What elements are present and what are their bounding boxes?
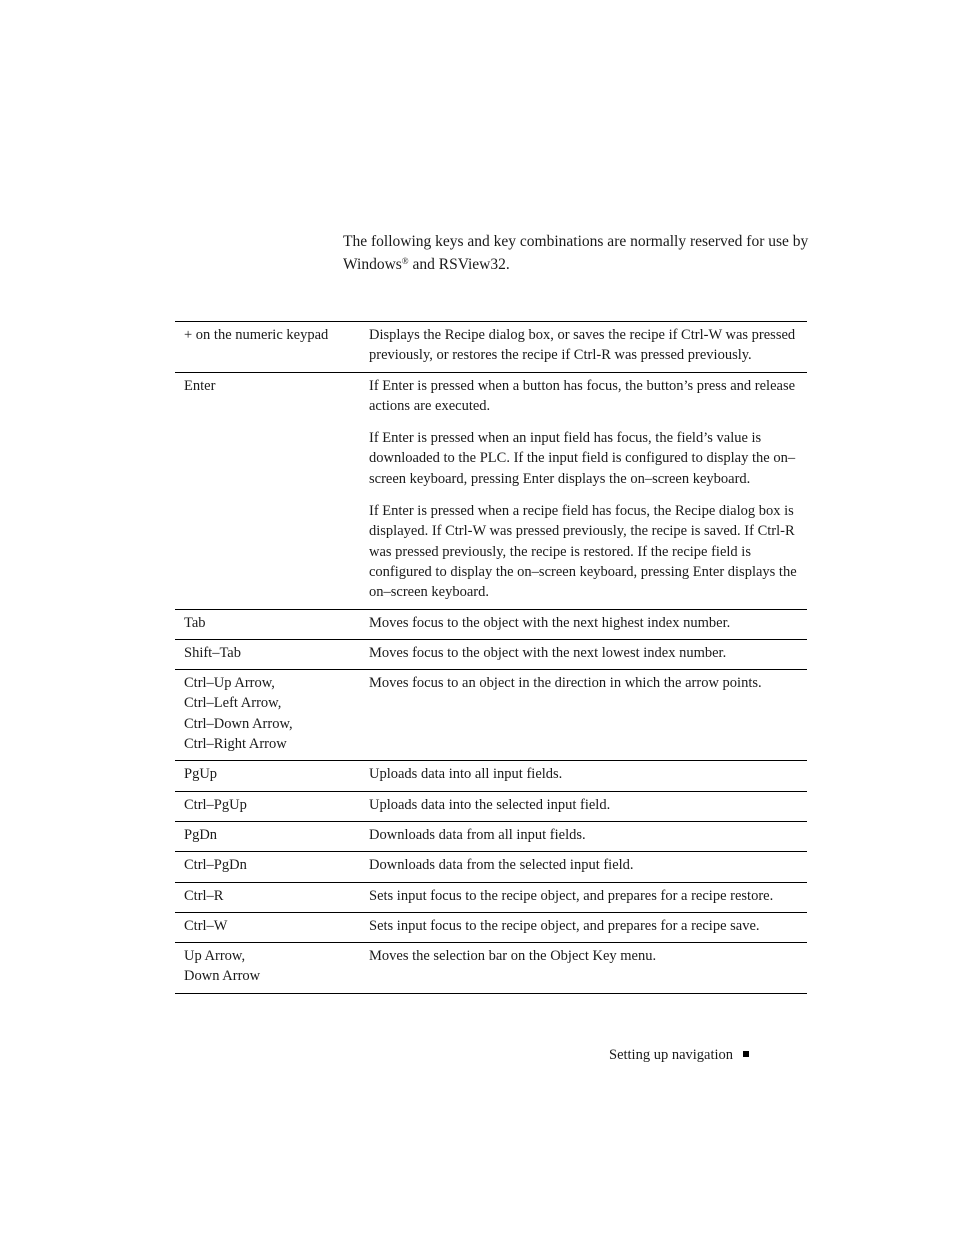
key-cell: [175, 825, 369, 845]
key-combinations-table: [175, 321, 807, 994]
description-cell: [369, 946, 807, 987]
registered-mark: ®: [401, 256, 409, 266]
key-label: Ctrl–PgUp: [184, 796, 247, 813]
key-label: Ctrl–W: [184, 917, 228, 934]
key-label: Tab: [184, 614, 206, 631]
table-row: [175, 883, 807, 913]
key-cell: [175, 643, 369, 663]
key-cell: [175, 325, 369, 366]
description-cell: [369, 613, 807, 633]
table-row: [175, 610, 807, 640]
description-cell: [369, 916, 807, 936]
key-cell: [175, 916, 369, 936]
key-label: Up Arrow,: [184, 948, 246, 965]
key-label: Ctrl–Down Arrow,: [184, 715, 293, 732]
footer-section-title: Setting up navigation: [609, 1047, 734, 1063]
intro-text-end: and RSView32.: [408, 256, 510, 273]
page-footer: [609, 1047, 749, 1064]
table-row: [175, 670, 807, 761]
description-cell: [369, 855, 807, 875]
key-label: Ctrl–PgDn: [184, 857, 247, 874]
key-cell: [175, 946, 369, 987]
key-label: Ctrl–Left Arrow,: [184, 695, 282, 712]
description-cell: [369, 673, 807, 754]
description-cell: [369, 825, 807, 845]
table-row: [175, 322, 807, 373]
table-row: [175, 761, 807, 791]
description-text: Uploads data into all input fields.: [369, 766, 563, 783]
key-label: Ctrl–Up Arrow,: [184, 675, 275, 692]
description-cell: [369, 764, 807, 784]
description-text: Downloads data from all input fields.: [369, 826, 586, 843]
description-cell: [369, 376, 807, 603]
key-label: Ctrl–Right Arrow: [184, 736, 287, 753]
table-row: [175, 822, 807, 852]
key-cell: [175, 613, 369, 633]
table-row: [175, 640, 807, 670]
description-text: Sets input focus to the recipe object, and prepares for a recipe save.: [369, 917, 760, 934]
description-text: Moves the selection bar on the Object Key menu.: [369, 948, 657, 965]
intro-paragraph: [343, 230, 813, 276]
table-row: [175, 913, 807, 943]
key-cell: [175, 673, 369, 754]
key-label: + on the numeric keypad: [184, 327, 329, 343]
key-cell: [175, 886, 369, 906]
description-text: Sets input focus to the recipe object, and prepares for a recipe restore.: [369, 887, 774, 904]
key-cell: [175, 795, 369, 815]
key-label: Enter: [184, 377, 216, 394]
key-cell: [175, 764, 369, 784]
description-text: Moves focus to the object with the next lowest index number.: [369, 644, 727, 661]
description-cell: [369, 643, 807, 663]
key-label: PgDn: [184, 826, 218, 843]
table-row: [175, 852, 807, 882]
description-text: If Enter is pressed when a recipe field has focus, the Recipe dialog box is displayed. If Ctrl-W was pressed previously, the recipe is saved. If Ctrl-R was pressed previously, the recipe is restored. If the recipe field is configured to display the on–screen keyboard, pressing Enter displays the on–screen keyboard.: [369, 503, 797, 601]
key-cell: [175, 855, 369, 875]
key-label: Down Arrow: [184, 968, 261, 985]
description-text: Moves focus to the object with the next highest index number.: [369, 614, 731, 631]
intro-text: The following keys and key combinations are normally reserved for use by Windows: [343, 233, 809, 273]
description-cell: [369, 795, 807, 815]
key-cell: [175, 376, 369, 603]
description-text: Moves focus to an object in the direction in which the arrow points.: [369, 675, 762, 692]
description-cell: [369, 325, 807, 366]
description-text: If Enter is pressed when a button has focus, the button’s press and release actions are executed.: [369, 377, 796, 414]
key-label: Ctrl–R: [184, 887, 224, 904]
description-cell: [369, 886, 807, 906]
description-text: If Enter is pressed when an input field has focus, the field’s value is downloaded to the PLC. If the input field is configured to display the on–screen keyboard, pressing Enter displays the on–screen keyboard.: [369, 430, 796, 487]
square-bullet-icon: [743, 1051, 749, 1057]
description-text: Uploads data into the selected input field.: [369, 796, 611, 813]
description-text: Downloads data from the selected input field.: [369, 857, 634, 874]
key-label: Shift–Tab: [184, 644, 241, 661]
table-row: [175, 943, 807, 994]
description-text: Displays the Recipe dialog box, or saves the recipe if Ctrl-W was pressed previously, or restores the recipe if Ctrl-R was pressed previously.: [369, 327, 796, 364]
table-row: [175, 792, 807, 822]
key-label: PgUp: [184, 766, 218, 783]
table-row: [175, 373, 807, 610]
